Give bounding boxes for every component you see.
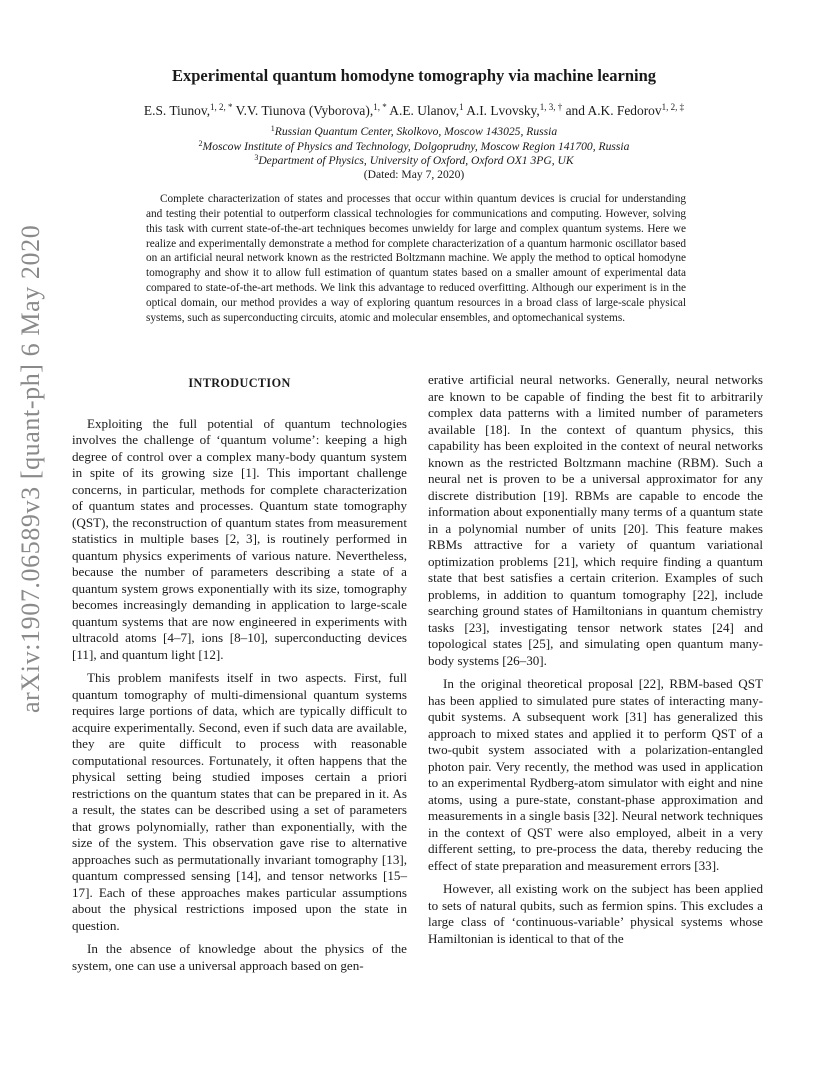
author-name: E.S. Tiunov, <box>143 103 211 118</box>
author-list <box>74 103 754 119</box>
affiliation-text: Moscow Institute of Physics and Technology, Dolgoprudny, Moscow Region 141700, Russia <box>202 140 630 153</box>
author-affiliation-marker: 1, 3, † <box>539 102 563 112</box>
left-column <box>72 372 407 981</box>
body-paragraph: erative artificial neural networks. Generally, neural networks are known to be capable of finding the best fit to arbitrarily complex data patterns with a limited number of parameters available [18]. In the context of quantum physics, this capability has been exploited in the context of neural networks known as the restricted Boltzmann machine (RBM). Such a neural net is proven to be a universal approximator for any discrete distribution [19]. RBMs are capable to encode the information about exponentially many terms of a quantum state in a polynomial number of units [20]. This feature makes RBMs attractive for a variety of quantum variational optimization problems [21], which require finding a quantum state that best satisfies a certain criterion. Examples of such problems, in addition to quantum tomography [22], include searching ground states of Hamiltonians in quantum chemistry tasks [23], investigating tensor network states [24] and topological states [25], and simulating open quantum many-body systems [26–30]. <box>428 372 763 668</box>
author-affiliation-marker: 1, 2, * <box>210 102 233 112</box>
body-paragraph: In the absence of knowledge about the physics of the system, one can use a universal approach based on gen- <box>72 941 407 973</box>
author-affiliation-marker: 1, 2, ‡ <box>661 102 685 112</box>
abstract: Complete characterization of states and processes that occur within quantum devices is crucial for understanding and testing their potential to outperform classical technologies for communications and computing. However, solving this task with current state-of-the-art techniques becomes unwieldy for large and complex quantum systems. Here we realize and experimentally demonstrate a method for complete characterization of a quantum harmonic oscillator based on an artificial neural network known as the restricted Boltzmann machine. We apply the method to optical homodyne tomography and show it to allow full estimation of quantum states based on a smaller amount of experimental data compared to state-of-the-art methods. We link this advantage to reduced overfitting. Although our experiment is in the optical domain, our method provides a way of exploring quantum resources in a broad class of large-scale physical systems, such as superconducting circuits, atomic and molecular ensembles, and optomechanical systems. <box>146 193 686 324</box>
body-paragraph: Exploiting the full potential of quantum technologies involves the challenge of ‘quantum volume’: keeping a high degree of control over a complex many-body quantum system in spite of its growing size [1]. This important challenge concerns, in particular, methods for complete characterization of quantum states and processes. Quantum state tomography (QST), the reconstruction of quantum states from measurement statistics in multiple bases [2, 3], is routinely performed in quantum physics experiments of various nature. Nevertheless, because the number of parameters describing a state of a quantum system grows exponentially with its size, tomography becomes increasingly demanding in application to large-scale quantum systems that are now engineered in experiments with ultracold atoms [4–7], ions [8–10], superconducting devices [11], and quantum light [12]. <box>72 415 407 662</box>
author-affiliation-marker: 1, * <box>373 102 387 112</box>
author-name: V.V. Tiunova (Vyborova), <box>235 103 374 118</box>
affiliation-number: 1 <box>270 124 275 133</box>
author-affiliation-marker: 1 <box>459 102 464 112</box>
date-line: (Dated: May 7, 2020) <box>363 168 465 181</box>
affiliation-text: Department of Physics, University of Oxford, Oxford OX1 3PG, UK <box>258 154 574 167</box>
author-name: A.I. Lvovsky, <box>466 103 540 118</box>
body-paragraph: This problem manifests itself in two aspects. First, full quantum tomography of multi-dimensional quantum systems requires large portions of data, which are typically difficult to acquire experimentally. Second, even if such data are available, they are quite difficult to process with reasonable computational resources. Fortunately, it often happens that the physical setting being studied imposes certain a priori restrictions on the quantum states that can be prepared in it. As a result, the states can be described using a set of parameters that grows polynomially, rather than exponentially, with the size of the system. This observation gave rise to alternative approaches such as permutationally invariant tomography [13], quantum compressed sensing [14], and tensor networks [15–17]. Each of these approaches makes particular assumptions about the physical restrictions imposed upon the state in question. <box>72 670 407 933</box>
affiliation-number: 2 <box>198 139 203 148</box>
section-heading: INTRODUCTION <box>188 376 291 390</box>
body-paragraph: In the original theoretical proposal [22], RBM-based QST has been applied to simulated pure states of interacting many-qubit systems. A subsequent work [31] has generalized this approach to mixed states and applied it to perform QST of a two-qubit system associated with a polarization-entangled photon pair. Very recently, the method was used in application to an experimental Rydberg-atom simulator with eight and nine atoms, using a pure-state, constant-phase approximation and measurements in a single basis [32]. Neural network techniques in the context of QST were also employed, albeit in a very different setting, to pre-process the data, thereby reducing the effect of state preparation and measurement errors [33]. <box>428 676 763 873</box>
affiliation-text: Russian Quantum Center, Skolkovo, Moscow 143025, Russia <box>274 125 558 138</box>
affiliation-line <box>74 139 754 154</box>
right-column <box>428 372 763 954</box>
affiliation-line <box>74 153 754 168</box>
arxiv-side-stamp: arXiv:1907.06589v3 [quant-ph] 6 May 2020 <box>16 224 45 714</box>
paper-title: Experimental quantum homodyne tomography via machine learning <box>171 66 657 85</box>
author-name: A.E. Ulanov, <box>389 103 460 118</box>
affiliation-number: 3 <box>254 153 259 162</box>
body-paragraph: However, all existing work on the subject has been applied to sets of natural qubits, such as fermion spins. This excludes a large class of ‘continuous-variable’ physical systems whose Hamiltonian is identical to that of the <box>428 881 763 946</box>
affiliation-line <box>74 124 754 139</box>
author-name: and A.K. Fedorov <box>565 103 662 118</box>
